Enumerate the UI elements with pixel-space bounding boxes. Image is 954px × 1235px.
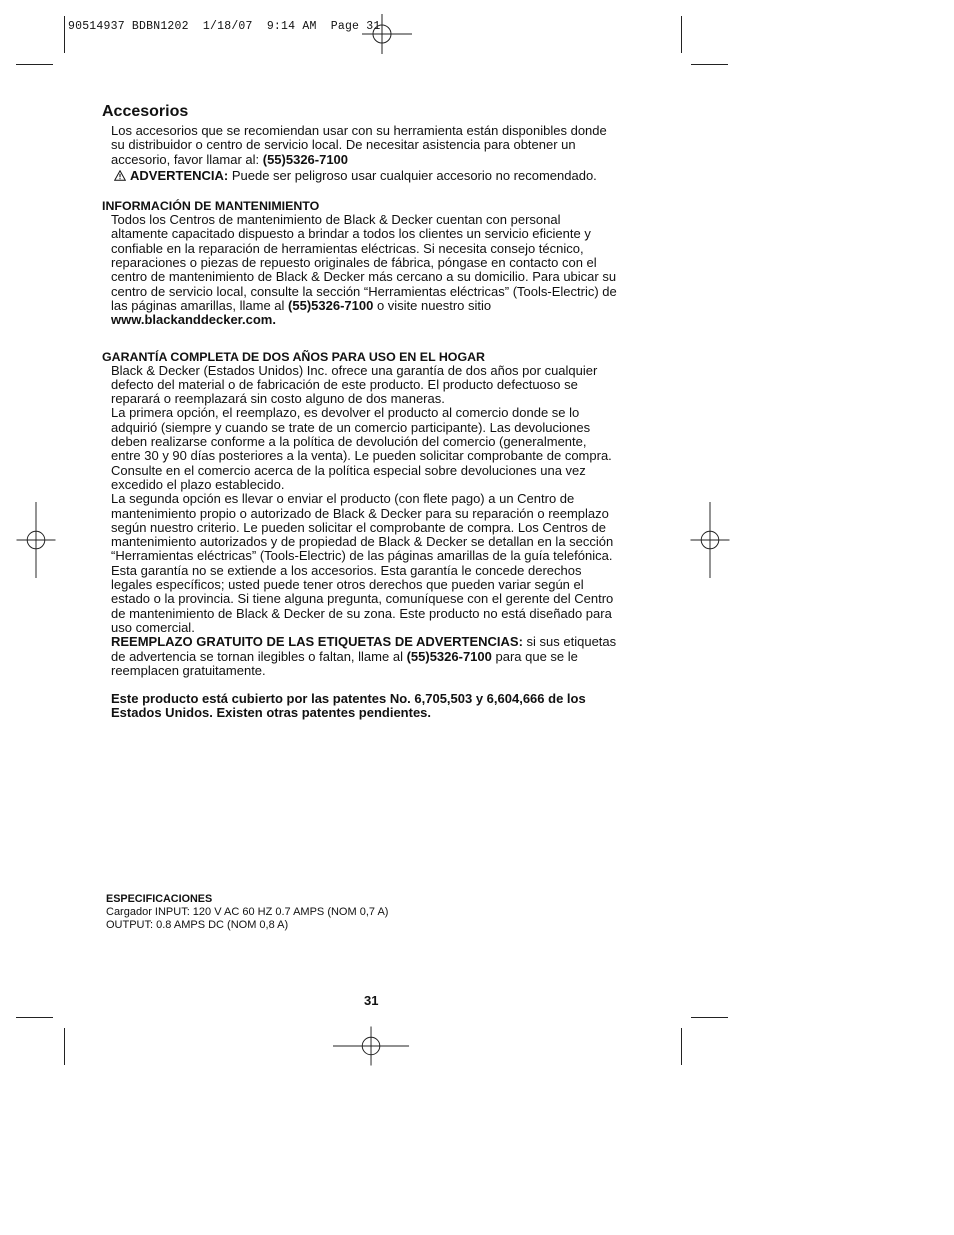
reemplazo-label: REEMPLAZO GRATUITO DE LAS ETIQUETAS DE ADVERTENCIAS:	[111, 634, 523, 650]
text-line: legales específicos; usted puede tener otros derechos que pueden variar según el	[111, 577, 584, 593]
crop-mark-top-right-v	[681, 16, 682, 53]
text-line: su distribuidor o centro de servicio local. De necesitar asistencia para obtener un	[111, 137, 576, 153]
warning-label: ADVERTENCIA:	[130, 167, 229, 183]
text-line: reemplacen gratuitamente.	[111, 662, 266, 678]
text-line: REEMPLAZO GRATUITO DE LAS ETIQUETAS DE ADVERTENCIAS: si sus etiquetas	[111, 634, 617, 650]
text-line: La primera opción, el reemplazo, es devolver el producto al comercio donde se lo	[111, 405, 580, 421]
accesorios-heading: Accesorios	[102, 103, 189, 120]
text-line: excedido el plazo establecido.	[111, 476, 285, 492]
text-line: según nuestro criterio. Le pueden solicitar el comprobante de compra. Los Centros de	[111, 519, 607, 535]
text-line: confiable en la reparación de herramientas eléctricas. Si necesita consejo técnico,	[111, 240, 584, 256]
specifications-heading: ESPECIFICACIONES	[106, 893, 213, 905]
accesorios-body	[111, 124, 662, 183]
registration-mark-left	[16, 502, 56, 580]
website-link: www.blackanddecker.com.	[111, 312, 276, 328]
text-line: de advertencia se tornan ilegibles o faltan, llame al (55)5326-7100 para que se le	[111, 648, 578, 664]
mantenimiento-body	[111, 213, 662, 327]
text-line: centro de mantenimiento de Black & Decker más cercano a su domicilio. Para ubicar su	[111, 269, 617, 285]
text-line: mantenimiento propio o autorizado de Black & Decker para su reparación o reemplazo	[111, 505, 609, 521]
text-line: adquirió (siempre y cuando se trate de un comercio participante). Las devoluciones	[111, 419, 591, 435]
text-line: reparará o reemplazará sin costo alguno de dos maneras.	[111, 391, 445, 407]
registration-mark-right	[690, 502, 730, 580]
text-line: La segunda opción es llevar o enviar el producto (con flete pago) a un Centro de	[111, 491, 575, 507]
text-line: entre 30 y 90 días posteriores a la venta). Le pueden solicitar comprobante de compra.	[111, 448, 612, 464]
text-line: Todos los Centros de mantenimiento de Black & Decker cuentan con personal	[111, 212, 561, 228]
crop-mark-top-left-h	[16, 64, 53, 65]
crop-mark-bottom-left-v	[64, 1028, 65, 1065]
page-content	[102, 103, 662, 721]
text-line: estado o la provincia. Si tiene alguna pregunta, comuníquese con el gerente del Centro	[111, 591, 614, 607]
text-line: altamente capacitado dispuesto a brindar a todos los clientes un servicio eficiente y	[111, 226, 591, 242]
garantia-heading: GARANTÍA COMPLETA DE DOS AÑOS PARA USO EN EL HOGAR	[102, 349, 485, 364]
text-line: Esta garantía no se extiende a los accesorios. Esta garantía le concede derechos	[111, 562, 582, 578]
text-line: accesorio, favor llamar al: (55)5326-7100	[111, 151, 349, 167]
crop-mark-bottom-left-h	[16, 1017, 53, 1018]
warning-triangle-icon	[114, 170, 126, 181]
text-line: Consulte en el comercio acerca de la política especial sobre devoluciones una vez	[111, 462, 586, 478]
text-line: mantenimiento autorizados y de propiedad de Black & Decker se detallan en la sección	[111, 534, 614, 550]
warning-line: ADVERTENCIA: Puede ser peligroso usar cualquier accesorio no recomendado.	[111, 169, 662, 183]
phone-number: (55)5326-7100	[262, 151, 349, 167]
crop-mark-top-left-v	[64, 16, 65, 53]
phone-number: (55)5326-7100	[288, 297, 374, 313]
text-line: Los accesorios que se recomiendan usar con su herramienta están disponibles donde	[111, 123, 607, 138]
text-line: centro de servicio local, consulte la sección “Herramientas eléctricas” (Tools-Electric) de	[111, 283, 617, 299]
phone-number: (55)5326-7100	[406, 648, 492, 664]
registration-mark-top	[352, 14, 412, 54]
text-line: uso comercial.	[111, 619, 195, 635]
text-line: deben realizarse conforme a la política de devolución del comercio (generalmente,	[111, 434, 587, 450]
crop-mark-bottom-right-v	[681, 1028, 682, 1065]
specifications-block	[106, 893, 388, 931]
text-line: defecto del material o de fabricación de este producto. El producto defectuoso se	[111, 376, 578, 392]
garantia-body	[111, 364, 662, 721]
spec-line: OUTPUT: 0.8 AMPS DC (NOM 0,8 A)	[106, 918, 289, 931]
registration-mark-bottom	[333, 1026, 411, 1066]
mantenimiento-heading: INFORMACIÓN DE MANTENIMIENTO	[102, 199, 320, 214]
text-line: Black & Decker (Estados Unidos) Inc. ofrece una garantía de dos años por cualquier	[111, 362, 598, 378]
text-line: reparaciones o piezas de repuesto originales de fábrica, póngase en contacto con el	[111, 255, 597, 271]
text-line: de mantenimiento de Black & Decker de su zona. Este producto no está diseñado para	[111, 605, 612, 621]
crop-mark-bottom-right-h	[691, 1017, 728, 1018]
crop-mark-top-right-h	[691, 64, 728, 65]
print-slug: 90514937 BDBN1202 1/18/07 9:14 AM Page 31	[68, 20, 381, 33]
page-number: 31	[364, 993, 379, 1008]
text-line: las páginas amarillas, llame al (55)5326-7100 o visite nuestro sitio	[111, 297, 492, 313]
spec-line: Cargador INPUT: 120 V AC 60 HZ 0.7 AMPS (NOM 0,7 A)	[106, 905, 389, 918]
patent-line: Este producto está cubierto por las patentes No. 6,705,503 y 6,604,666 de los	[111, 691, 586, 707]
text-line: “Herramientas eléctricas” (Tools-Electric) de las páginas amarillas de la guía telefónica.	[111, 548, 613, 564]
patent-line: Estados Unidos. Existen otras patentes pendientes.	[111, 705, 432, 721]
